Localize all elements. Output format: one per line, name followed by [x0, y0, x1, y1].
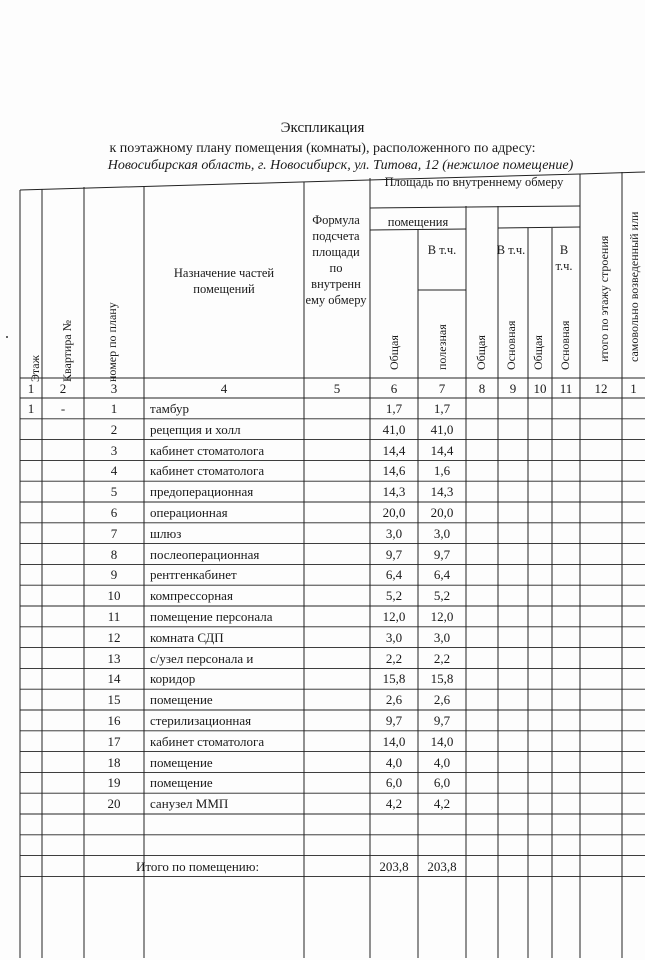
cell-useful-area: 2,2	[433, 650, 451, 666]
column-number: 5	[333, 381, 341, 396]
cell-total-area: 15,8	[382, 671, 406, 687]
header-total-1: Общая	[387, 335, 401, 370]
summary-useful-area: 203,8	[427, 858, 457, 874]
column-number: 8	[478, 381, 486, 396]
grid-line	[580, 172, 645, 174]
cell-purpose: послеоперационная	[150, 546, 260, 562]
cell-total-area: 14,6	[382, 463, 406, 479]
cell-useful-area: 3,0	[433, 629, 451, 645]
cell-useful-area: 9,7	[433, 713, 451, 728]
cell-plan-no: 13	[107, 650, 121, 666]
cell-purpose: операционная	[150, 505, 228, 520]
header-useful: полезная	[435, 324, 449, 370]
cell-purpose: санузел ММП	[150, 796, 229, 812]
column-number: 7	[438, 381, 446, 396]
cell-purpose: кабинет стоматолога	[150, 733, 265, 749]
column-number: 11	[559, 381, 573, 396]
cell-purpose: помещение персонала	[150, 609, 273, 624]
cell-purpose: помещение	[150, 775, 213, 791]
cell-floor: 1	[27, 401, 35, 416]
cell-useful-area: 5,2	[433, 588, 451, 604]
cell-total-area: 2,6	[385, 692, 403, 708]
cell-plan-no: 14	[107, 671, 121, 687]
cell-plan-no: 19	[107, 775, 121, 791]
cell-useful-area: 1,7	[433, 401, 451, 416]
column-number: 12	[594, 381, 608, 396]
header-formula: Формула подсчета площади по внутренн ему обмеру	[305, 213, 367, 307]
cell-plan-no: 17	[107, 733, 121, 749]
cell-useful-area: 9,7	[433, 546, 451, 562]
cell-plan-no: 3	[110, 442, 118, 458]
cell-useful-area: 12,0	[430, 609, 454, 624]
cell-total-area: 14,0	[382, 733, 406, 749]
header-plan-no: номер по плану	[105, 302, 119, 382]
cell-purpose: рентгенкабинет	[150, 567, 237, 583]
cell-total-area: 5,2	[385, 588, 403, 604]
cell-useful-area: 20,0	[430, 505, 454, 520]
cell-useful-area: 3,0	[433, 525, 451, 541]
cell-useful-area: 15,8	[430, 671, 454, 687]
header-incl-2: В т.ч.	[496, 243, 526, 257]
cell-purpose: кабинет стоматолога	[150, 442, 265, 458]
cell-total-area: 2,2	[385, 650, 403, 666]
cell-useful-area: 14,3	[430, 484, 454, 500]
cell-plan-no: 9	[110, 567, 118, 583]
grid-line	[498, 227, 580, 228]
cell-useful-area: 2,6	[433, 692, 451, 708]
cell-plan-no: 16	[107, 713, 121, 728]
cell-purpose: предоперационная	[150, 484, 254, 500]
cell-useful-area: 4,2	[433, 796, 451, 812]
cell-useful-area: 14,4	[430, 442, 454, 458]
cell-total-area: 4,2	[385, 796, 403, 812]
document-title: Экспликация	[280, 120, 365, 136]
header-total-2: Общая	[474, 335, 488, 370]
header-premises: помещения	[387, 215, 449, 229]
header-incl-1: В т.ч.	[427, 243, 457, 257]
cell-total-area: 6,4	[385, 567, 403, 583]
cell-total-area: 41,0	[382, 421, 406, 437]
cell-total-area: 14,3	[382, 484, 406, 500]
cell-purpose: помещение	[150, 754, 213, 770]
cell-plan-no: 12	[107, 629, 121, 645]
cell-plan-no: 2	[110, 421, 118, 437]
column-number: 2	[59, 381, 67, 396]
summary-total-area: 203,8	[379, 858, 409, 874]
grid-line	[370, 206, 580, 208]
column-number: 1	[630, 381, 637, 396]
cell-total-area: 9,7	[385, 546, 403, 562]
cell-total-area: 6,0	[385, 775, 403, 791]
cell-plan-no: 4	[110, 463, 118, 479]
cell-total-area: 12,0	[382, 609, 406, 624]
cell-total-area: 9,7	[385, 713, 403, 728]
cell-purpose: рецепция и холл	[150, 421, 241, 437]
document-subtitle: к поэтажному плану помещения (комнаты), расположенного по адресу:	[109, 141, 536, 156]
cell-purpose: коридор	[150, 671, 196, 687]
column-number: 10	[533, 381, 547, 396]
header-apartment: Квартира №	[60, 319, 74, 382]
cell-plan-no: 15	[107, 692, 121, 708]
cell-useful-area: 4,0	[433, 754, 451, 770]
cell-total-area: 20,0	[382, 505, 406, 520]
cell-total-area: 1,7	[385, 401, 403, 416]
header-main-2: Основная	[558, 320, 572, 370]
column-number: 6	[390, 381, 398, 396]
cell-useful-area: 6,0	[433, 775, 451, 791]
cell-plan-no: 10	[107, 588, 121, 604]
cell-total-area: 4,0	[385, 754, 403, 770]
summary-label: Итого по помещению:	[136, 858, 260, 874]
cell-plan-no: 18	[107, 754, 121, 770]
column-number: 4	[220, 381, 228, 396]
cell-purpose: тамбур	[150, 401, 189, 416]
cell-plan-no: 11	[107, 609, 121, 624]
cell-plan-no: 8	[110, 546, 118, 562]
cell-purpose: помещение	[150, 692, 213, 708]
cell-total-area: 3,0	[385, 629, 403, 645]
cell-plan-no: 5	[110, 484, 118, 500]
document-address: Новосибирская область, г. Новосибирск, ул. Титова, 12 (нежилое помещение)	[107, 158, 574, 173]
cell-purpose: кабинет стоматолога	[150, 463, 265, 479]
cell-plan-no: 1	[110, 401, 118, 416]
cell-purpose: с/узел персонала и	[150, 650, 254, 666]
column-number: 1	[27, 381, 35, 396]
column-number: 9	[509, 381, 517, 396]
header-total-3: Общая	[531, 335, 545, 370]
cell-total-area: 3,0	[385, 525, 403, 541]
header-area-inner: Площадь по внутреннему обмеру	[384, 175, 564, 189]
header-purpose: Назначение частей помещений	[173, 266, 275, 296]
header-floor: Этаж	[28, 355, 42, 382]
cell-purpose: комната СДП	[150, 629, 224, 645]
cell-plan-no: 7	[110, 525, 118, 541]
cell-useful-area: 14,0	[430, 733, 454, 749]
cell-purpose: компрессорная	[150, 588, 233, 604]
cell-apartment: -	[60, 401, 66, 416]
cell-plan-no: 6	[110, 505, 118, 520]
header-self-built: самовольно возведенный или	[627, 211, 641, 362]
cell-useful-area: 41,0	[430, 421, 454, 437]
cell-plan-no: 20	[107, 796, 121, 812]
header-main-1: Основная	[504, 320, 518, 370]
header-incl-3: В т.ч.	[555, 243, 573, 273]
cell-useful-area: 6,4	[433, 567, 451, 583]
cell-total-area: 14,4	[382, 442, 406, 458]
header-per-floor: итого по этажу строения	[597, 235, 611, 362]
cell-purpose: шлюз	[150, 525, 182, 541]
cell-purpose: стерилизационная	[150, 713, 252, 728]
column-number: 3	[110, 381, 118, 396]
cell-useful-area: 1,6	[433, 463, 451, 479]
